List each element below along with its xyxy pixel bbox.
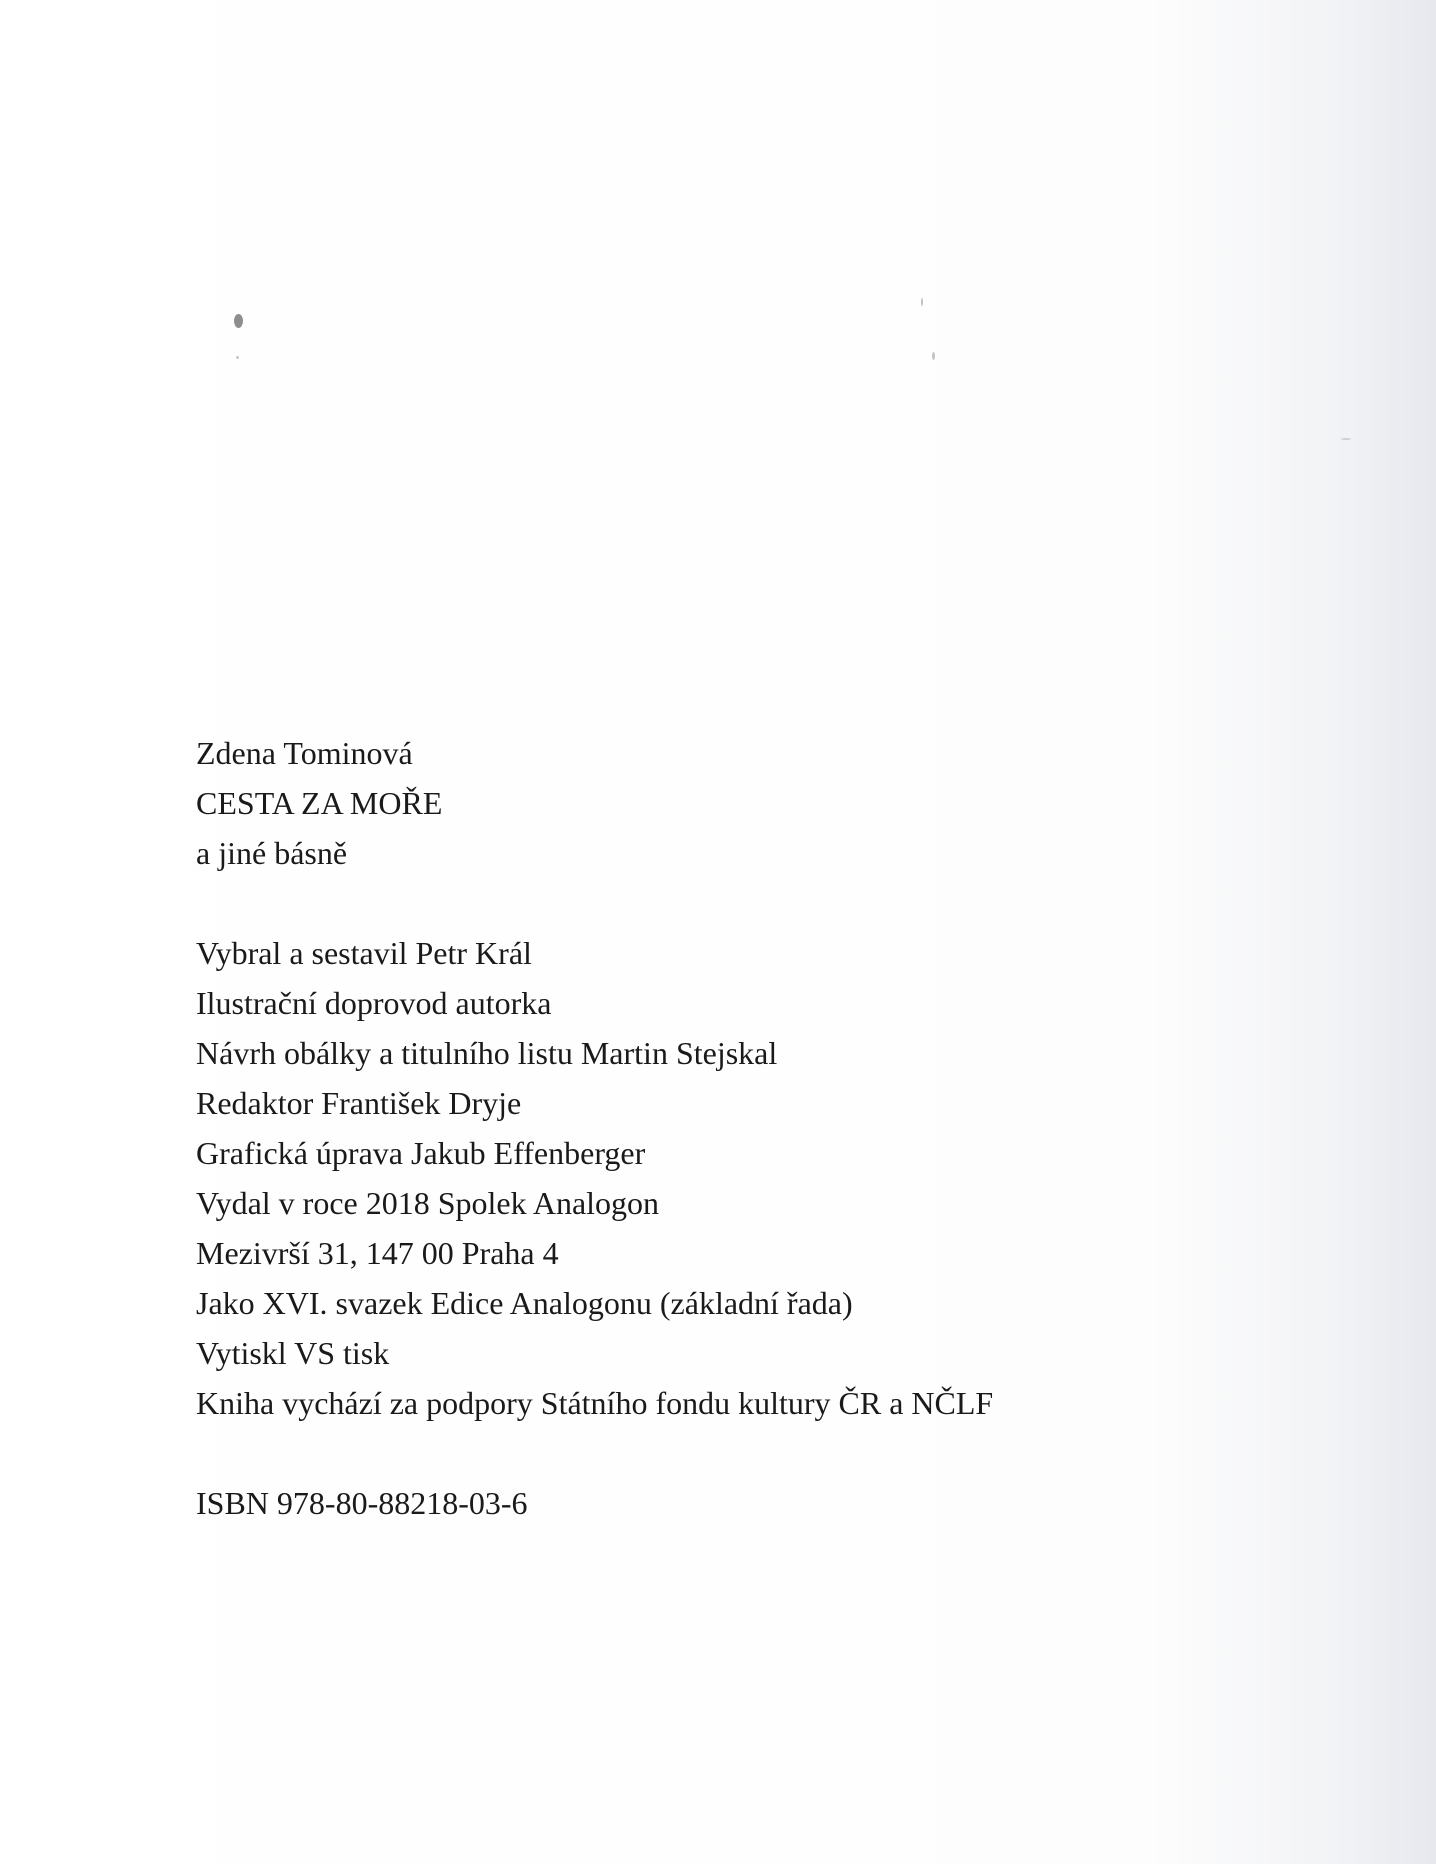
- credit-line-illustrations: Ilustrační doprovod autorka: [196, 985, 552, 1021]
- credit-line-cover-design: Návrh obálky a titulního listu Martin Stejskal: [196, 1035, 778, 1071]
- author-name: Zdena Tominová: [196, 735, 413, 771]
- colophon-text: [196, 728, 1296, 1528]
- paper-speck: [234, 314, 243, 328]
- credit-line-redactor: Redaktor František Dryje: [196, 1085, 522, 1121]
- credit-line-series: Jako XVI. svazek Edice Analogonu (základní řada): [196, 1285, 853, 1321]
- isbn: ISBN 978-80-88218-03-6: [196, 1485, 528, 1521]
- paper-speck: [932, 352, 935, 360]
- credit-line-address: Mezivrší 31, 147 00 Praha 4: [196, 1235, 559, 1271]
- book-title: CESTA ZA MOŘE: [196, 785, 443, 821]
- credit-line-support: Kniha vychází za podpory Státního fondu kultury ČR a NČLF: [196, 1385, 994, 1421]
- paper-speck: [921, 298, 923, 306]
- book-subtitle: a jiné básně: [196, 835, 348, 871]
- credit-line-publisher: Vydal v roce 2018 Spolek Analogon: [196, 1185, 660, 1221]
- paper-speck: [236, 356, 239, 359]
- credits-block: [196, 928, 1296, 1428]
- isbn-block: [196, 1478, 1296, 1528]
- credit-line-graphic-design: Grafická úprava Jakub Effenberger: [196, 1135, 646, 1171]
- credit-line-printer: Vytiskl VS tisk: [196, 1335, 390, 1371]
- credit-line-editor: Vybral a sestavil Petr Král: [196, 935, 532, 971]
- title-block: [196, 728, 1296, 878]
- paper-speck: [1341, 438, 1351, 440]
